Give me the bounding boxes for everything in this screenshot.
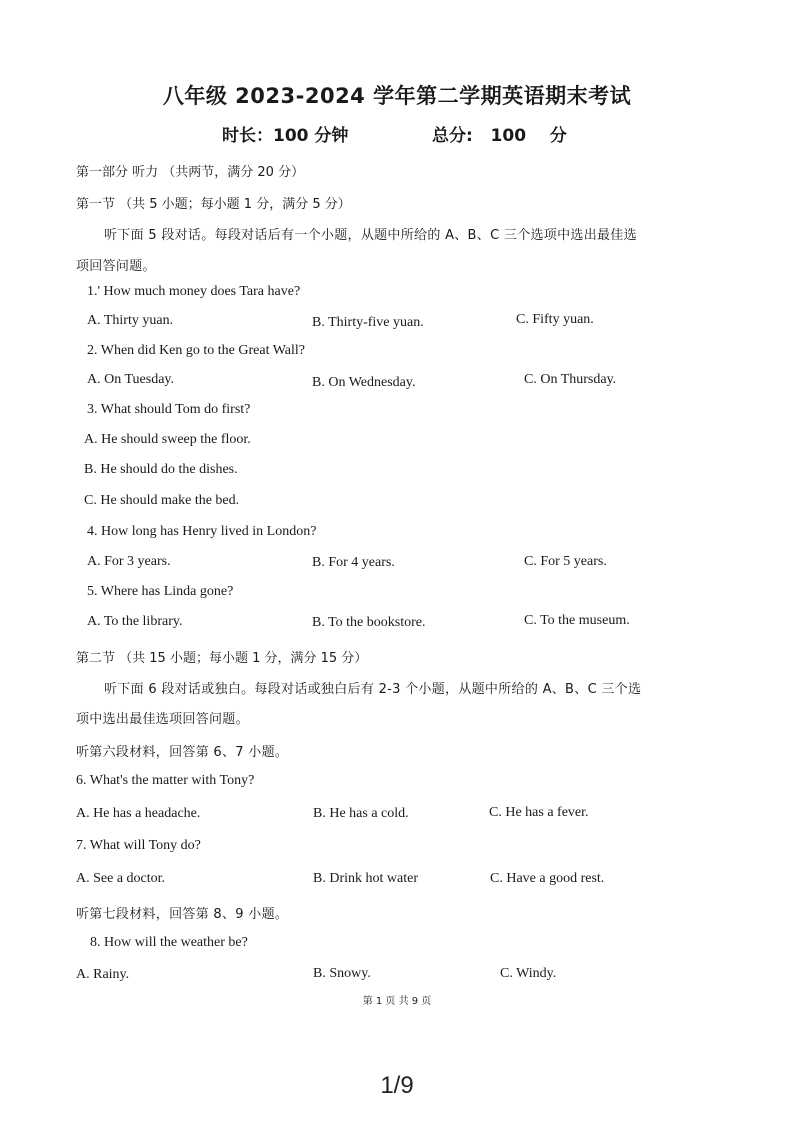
question-7: 7. What will Tony do? xyxy=(76,838,201,853)
question-8: 8. How will the weather be? xyxy=(90,935,248,950)
q7-option-c: C. Have a good rest. xyxy=(490,871,605,886)
section1-instruction-cont: 项回答问题。 xyxy=(76,259,156,274)
q4-option-c: C. For 5 years. xyxy=(524,554,607,569)
q2-option-c: C. On Thursday. xyxy=(524,372,617,387)
q8-option-c: C. Windy. xyxy=(500,966,557,981)
section1-heading: 第一节 （共 5 小题；每小题 1 分，满分 5 分） xyxy=(76,197,351,212)
q6-option-c: C. He has a fever. xyxy=(489,805,589,820)
q6-option-b: B. He has a cold. xyxy=(313,806,409,821)
section2-instruction-cont: 项中选出最佳选项回答问题。 xyxy=(76,712,249,727)
question-3: 3. What should Tom do first? xyxy=(87,402,251,417)
exam-total-score: 总分: 100 分 xyxy=(432,126,567,146)
q1-option-c: C. Fifty yuan. xyxy=(516,312,594,327)
question-4: 4. How long has Henry lived in London? xyxy=(87,524,317,539)
q5-option-b: B. To the bookstore. xyxy=(312,615,426,630)
q1-option-a: A. Thirty yuan. xyxy=(87,313,174,328)
part1-heading: 第一部分 听力 （共两节，满分 20 分） xyxy=(76,165,305,180)
q6-option-a: A. He has a headache. xyxy=(76,806,201,821)
material-7-note: 听第七段材料，回答第 8、9 小题。 xyxy=(76,907,289,922)
question-2: 2. When did Ken go to the Great Wall? xyxy=(87,343,306,358)
q5-option-c: C. To the museum. xyxy=(524,613,630,628)
q3-option-c: C. He should make the bed. xyxy=(84,493,240,508)
q1-option-b: B. Thirty-five yuan. xyxy=(312,315,424,330)
section2-instruction: 听下面 6 段对话或独白。每段对话或独白后有 2-3 个小题，从题中所给的 A、B、C 三个选 xyxy=(104,682,642,697)
question-1: 1.' How much money does Tara have? xyxy=(87,284,301,299)
q8-option-a: A. Rainy. xyxy=(76,967,130,982)
q4-option-b: B. For 4 years. xyxy=(312,555,395,570)
exam-duration: 时长：100 分钟 xyxy=(222,126,349,146)
q2-option-b: B. On Wednesday. xyxy=(312,375,416,390)
page-indicator: 1/9 xyxy=(380,1072,414,1099)
question-5: 5. Where has Linda gone? xyxy=(87,584,234,599)
section1-instruction: 听下面 5 段对话。每段对话后有一个小题，从题中所给的 A、B、C 三个选项中选出最佳选 xyxy=(104,228,637,243)
q3-option-b: B. He should do the dishes. xyxy=(84,462,238,477)
page-footer: 第 1 页 共 9 页 xyxy=(362,996,432,1007)
q7-option-b: B. Drink hot water xyxy=(313,871,418,886)
q7-option-a: A. See a doctor. xyxy=(76,871,166,886)
material-6-note: 听第六段材料，回答第 6、7 小题。 xyxy=(76,745,289,760)
question-6: 6. What's the matter with Tony? xyxy=(76,773,255,788)
section2-heading: 第二节 （共 15 小题；每小题 1 分，满分 15 分） xyxy=(76,651,368,666)
exam-title: 八年级 2023-2024 学年第二学期英语期末考试 xyxy=(162,84,632,108)
q2-option-a: A. On Tuesday. xyxy=(87,372,174,387)
q5-option-a: A. To the library. xyxy=(87,614,183,629)
q3-option-a: A. He should sweep the floor. xyxy=(84,432,251,447)
q8-option-b: B. Snowy. xyxy=(313,966,371,981)
q4-option-a: A. For 3 years. xyxy=(87,554,171,569)
